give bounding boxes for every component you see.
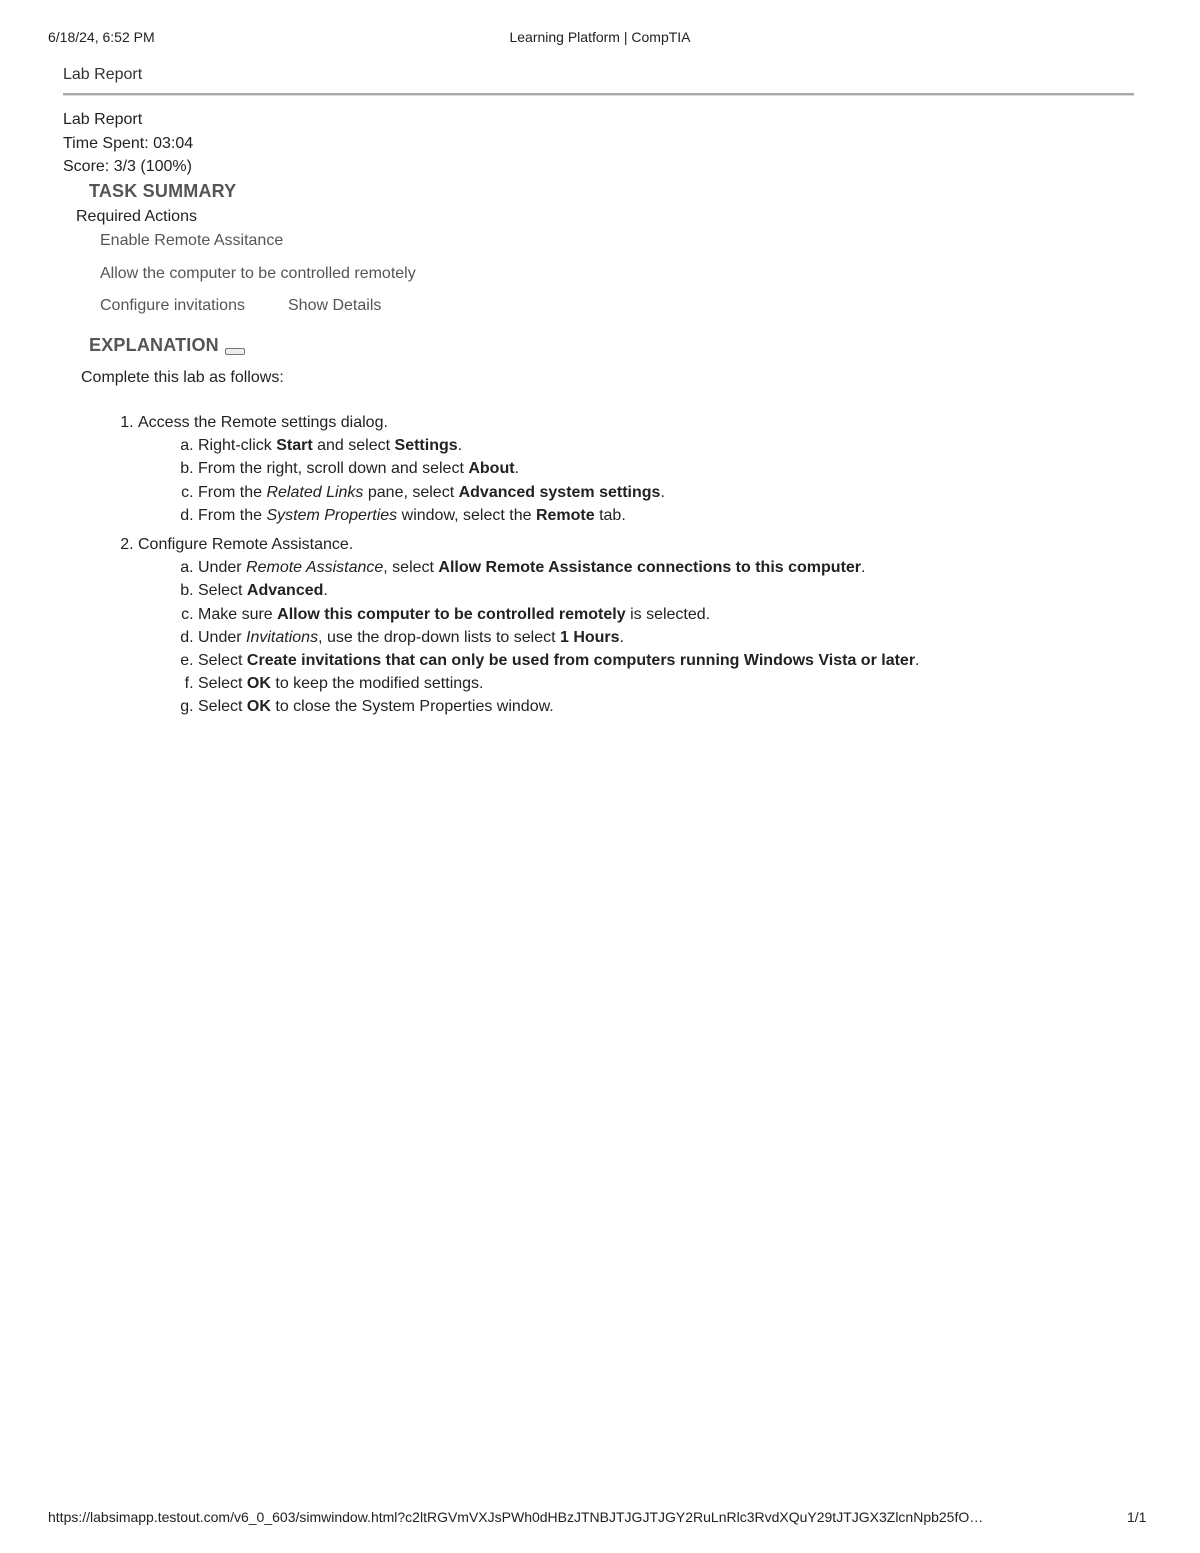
required-action-item: Configure invitations	[100, 297, 245, 314]
title-divider	[63, 93, 1134, 96]
substep-text: From the Related Links pane, select Advanced system settings.	[198, 483, 665, 501]
step-text: Access the Remote settings dialog.	[138, 414, 388, 431]
required-action-item: Allow the computer to be controlled remotely	[100, 265, 416, 282]
substep-text: Under Remote Assistance, select Allow Remote Assistance connections to this computer.	[198, 559, 866, 577]
time-spent: Time Spent: 03:04	[63, 134, 194, 152]
show-details-link[interactable]: Show Details	[288, 297, 382, 314]
step-number: 1.	[120, 414, 138, 431]
substep-letter: d.	[180, 506, 198, 524]
print-footer-page: 1/1	[1127, 1509, 1147, 1525]
substep-item	[160, 582, 328, 600]
step-number: 2.	[120, 536, 138, 553]
substep-letter: d.	[180, 628, 198, 646]
step-item	[100, 536, 353, 554]
substep-letter: b.	[180, 582, 198, 600]
substep-item	[160, 460, 519, 478]
substep-item	[160, 559, 865, 577]
substep-letter: a.	[180, 437, 198, 455]
substep-letter: c.	[181, 483, 198, 501]
explanation-intro: Complete this lab as follows:	[81, 369, 284, 386]
required-action-item: Enable Remote Assitance	[100, 232, 284, 249]
substep-text: Select OK to keep the modified settings.	[198, 675, 484, 693]
print-header-page-title: Learning Platform | CompTIA	[509, 29, 691, 45]
substep-item	[160, 606, 710, 624]
substep-text: Select OK to close the System Properties window.	[198, 698, 554, 716]
task-summary-heading: TASK SUMMARY	[89, 181, 237, 201]
substep-letter: e.	[180, 652, 198, 669]
substep-item	[160, 484, 665, 502]
report-meta	[63, 108, 193, 179]
explanation-header	[89, 335, 245, 356]
substep-letter: a.	[180, 559, 198, 577]
substep-item	[160, 675, 484, 693]
substep-item	[160, 698, 554, 716]
substep-text: From the right, scroll down and select About.	[198, 460, 519, 478]
score: Score: 3/3 (100%)	[63, 158, 192, 175]
substep-letter: b.	[180, 460, 198, 478]
print-header-datetime: 6/18/24, 6:52 PM	[48, 29, 155, 45]
substep-text: Make sure Allow this computer to be controlled remotely is selected.	[198, 605, 711, 623]
explanation-heading: EXPLANATION	[89, 335, 219, 355]
substep-letter: g.	[180, 698, 198, 716]
substep-text: Select Advanced.	[198, 582, 328, 600]
required-actions-heading: Required Actions	[76, 208, 197, 225]
print-footer-url: https://labsimapp.testout.com/v6_0_603/simwindow.html?c2ltRGVmVXJsPWh0dHBzJTNBJTJGJTJGY2RuLnRlc3RvdXQuY29tJTJGX3ZlcnNpb25fO…	[48, 1509, 984, 1525]
substep-text: Under Invitations, use the drop-down lists to select 1 Hours.	[198, 628, 625, 646]
substep-text: From the System Properties window, select the Remote tab.	[198, 506, 626, 524]
step-item	[100, 414, 388, 432]
step-text: Configure Remote Assistance.	[138, 536, 354, 553]
substep-letter: f.	[184, 675, 198, 693]
substep-item	[160, 437, 462, 455]
document-title: Lab Report	[63, 66, 143, 83]
substep-text: Right-click Start and select Settings.	[198, 437, 463, 455]
substep-item	[160, 507, 626, 525]
substep-item	[160, 629, 624, 647]
substep-item	[160, 652, 920, 670]
substep-text: Select Create invitations that can only be used from computers running Windows Vista or later.	[198, 652, 920, 669]
substep-letter: c.	[181, 605, 198, 623]
collapse-icon[interactable]	[225, 348, 245, 355]
report-heading: Lab Report	[63, 111, 143, 128]
